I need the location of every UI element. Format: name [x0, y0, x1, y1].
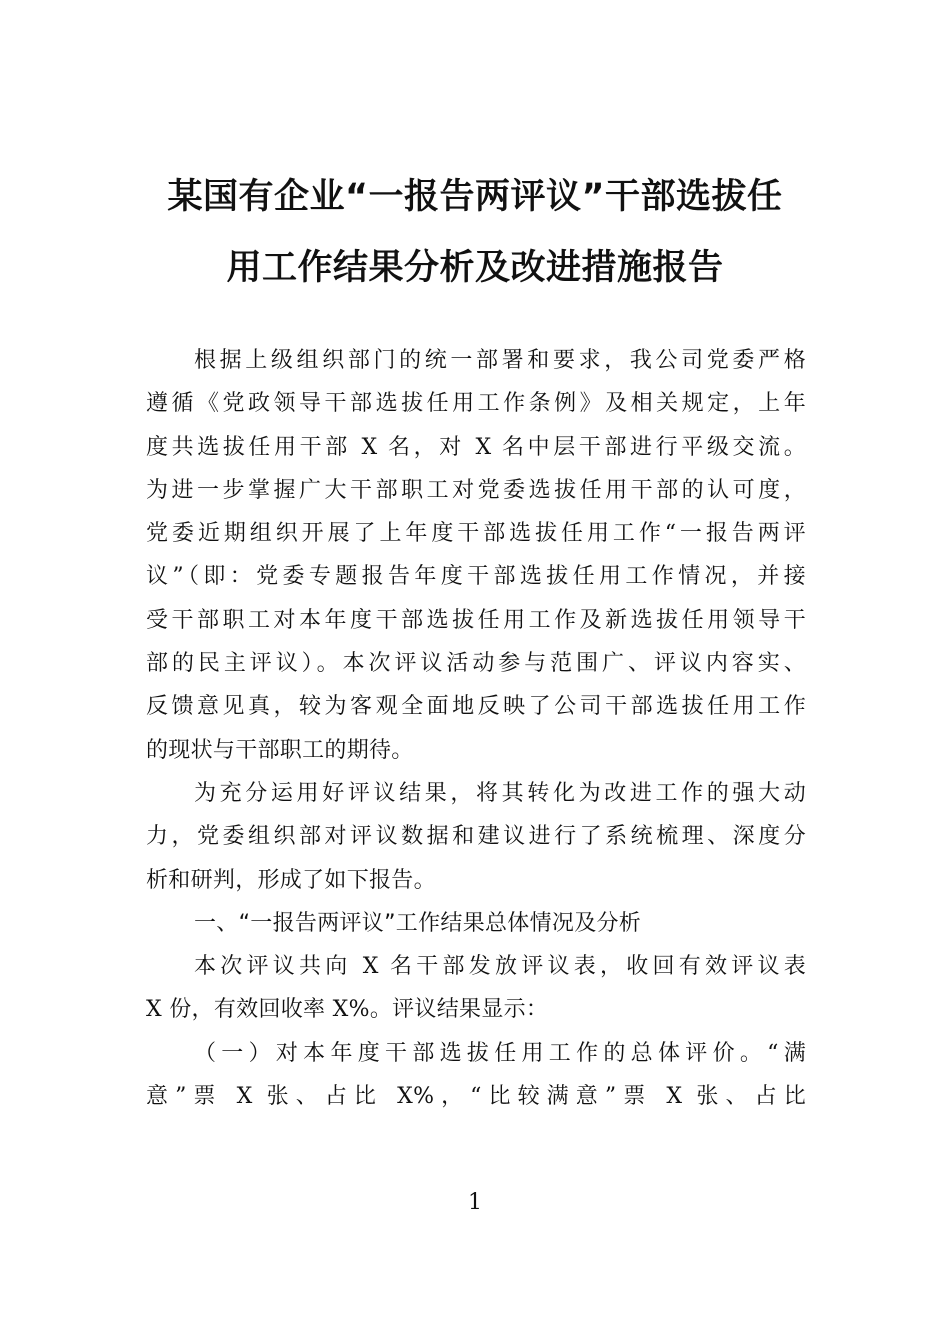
paragraph-line: X 份，有效回收率 X%。评议结果显示： [146, 997, 549, 1023]
paragraph-line: 受干部职工对本年度干部选拔任用工作及新选拔任用领导干 [146, 607, 806, 633]
title-line: 用工作结果分析及改进措施报告 [226, 248, 724, 288]
title-line: 某国有企业“一报告两评议”干部选拔任 [167, 177, 783, 217]
paragraph-line: 反馈意见真，较为客观全面地反映了公司干部选拔任用工作 [146, 694, 806, 720]
paragraph-line: 遵循《党政领导干部选拔任用工作条例》及相关规定，上年 [146, 391, 806, 417]
paragraph-line: 力，党委组织部对评议数据和建议进行了系统梳理、深度分 [146, 824, 806, 850]
paragraph-line: 为充分运用好评议结果，将其转化为改进工作的强大动 [194, 780, 806, 806]
paragraph-line: 的现状与干部职工的期待。 [146, 737, 414, 763]
paragraph-line: 党委近期组织开展了上年度干部选拔任用工作“一报告两评 [146, 521, 806, 547]
paragraph-line: 议”（即：党委专题报告年度干部选拔任用工作情况，并接 [146, 564, 806, 590]
paragraph-line: 部的民主评议）。本次评议活动参与范围广、评议内容实、 [146, 651, 806, 677]
paragraph-line: 析和研判，形成了如下报告。 [146, 867, 436, 893]
paragraph-line: 意”票 X 张、占比 X%，“比较满意”票 X 张、占比 [146, 1084, 806, 1110]
paragraph-line: 为进一步掌握广大干部职工对党委选拔任用干部的认可度， [146, 477, 806, 503]
paragraph-line: 本次评议共向 X 名干部发放评议表，收回有效评议表 [194, 954, 806, 980]
section-heading: 一、“一报告两评议”工作结果总体情况及分析 [194, 910, 642, 936]
paragraph-line: 根据上级组织部门的统一部署和要求，我公司党委严格 [194, 348, 806, 373]
page-number: 1 [468, 1190, 482, 1215]
paragraph-line: 度共选拔任用干部 X 名，对 X 名中层干部进行平级交流。 [146, 434, 806, 460]
paragraph-line: （一）对本年度干部选拔任用工作的总体评价。“满 [194, 1040, 806, 1066]
document-title [100, 162, 850, 304]
document-body [146, 339, 806, 1118]
